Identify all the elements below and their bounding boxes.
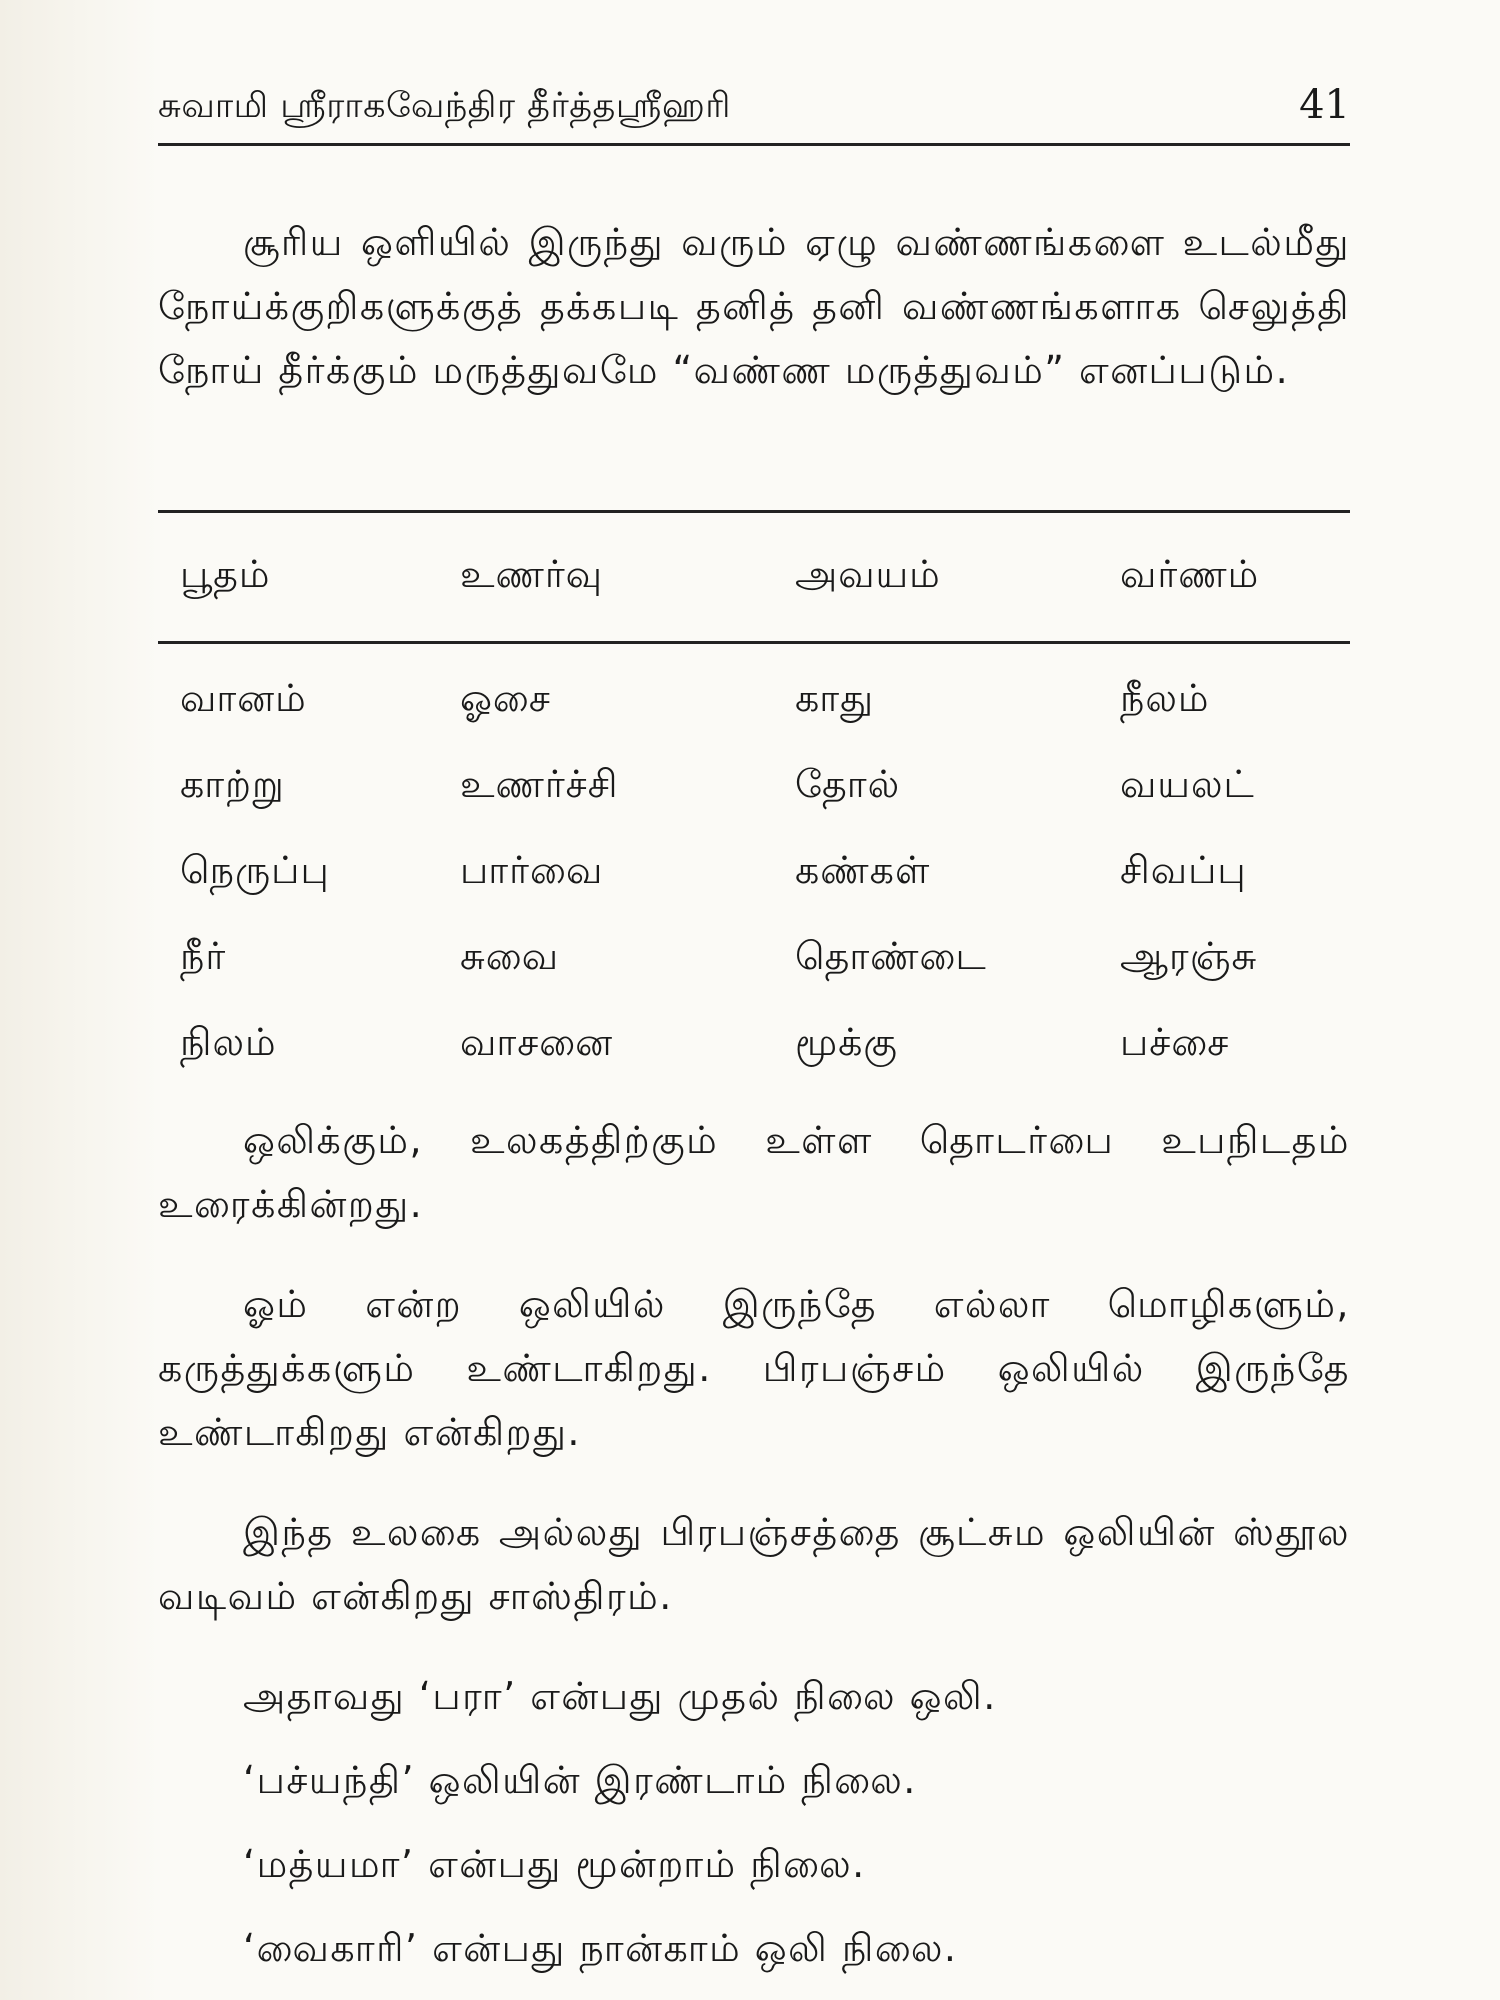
table-cell: தோல் [795, 762, 901, 806]
table-cell: வானம் [180, 676, 307, 720]
table-cell: மூக்கு [795, 1020, 898, 1064]
table-row [158, 830, 1350, 916]
column-header-colour: வர்ணம் [1120, 552, 1260, 596]
table-cell: பார்வை [460, 848, 604, 892]
sound-levels-list [158, 1664, 1350, 1980]
table-cell: வயலட் [1120, 762, 1255, 806]
list-item: ‘வைகாரி’ என்பது நான்காம் ஒலி நிலை. [243, 1926, 958, 1970]
table-cell: வாசனை [460, 1020, 614, 1064]
paragraph: ஓம் என்ற ஒலியில் இருந்தே எல்லா மொழிகளும், கருத்துக்களும் உண்டாகிறது. பிரபஞ்சம் ஒலியில் இருந்தே உண்டாகிறது என்கிறது. [158, 1282, 1350, 1454]
running-title: சுவாமி ஸ்ரீராகவேந்திர தீர்த்தஸ்ரீஹரி [158, 86, 731, 126]
body-text [158, 1108, 1350, 2000]
table-cell: காது [795, 676, 875, 720]
table-body [158, 644, 1350, 1088]
table-row [158, 916, 1350, 1002]
page-number: 41 [1299, 82, 1350, 128]
elements-table [158, 510, 1350, 1088]
list-item: ‘பச்யந்தி’ ஒலியின் இரண்டாம் நிலை. [243, 1758, 917, 1802]
table-cell: நீலம் [1120, 676, 1210, 720]
list-item: ‘மத்யமா’ என்பது மூன்றாம் நிலை. [243, 1842, 866, 1886]
table-cell: ஓசை [460, 676, 551, 720]
table-cell: பச்சை [1120, 1020, 1230, 1064]
table-cell: நிலம் [180, 1020, 277, 1064]
column-header-element: பூதம் [180, 552, 271, 596]
table-row [158, 658, 1350, 744]
list-item: அதாவது ‘பரா’ என்பது முதல் நிலை ஒலி. [243, 1674, 997, 1718]
table-cell: நீர் [180, 934, 227, 978]
table-row [158, 1002, 1350, 1088]
table-cell: தொண்டை [795, 934, 987, 978]
intro-paragraph: சூரிய ஒளியில் இருந்து வரும் ஏழு வண்ணங்களை உடல்மீது நோய்க்குறிகளுக்குத் தக்கபடி தனித் தனி வண்ணங்களாக செலுத்தி நோய் தீர்க்கும் மருத்துவமே “வண்ண மருத்துவம்” எனப்படும். [158, 220, 1350, 392]
header-rule [158, 143, 1350, 146]
table-cell: ஆரஞ்சு [1120, 934, 1258, 978]
table-cell: சுவை [460, 934, 560, 978]
table-cell: சிவப்பு [1120, 848, 1247, 892]
paragraph: இந்த உலகை அல்லது பிரபஞ்சத்தை சூட்சும ஒலியின் ஸ்தூல வடிவம் என்கிறது சாஸ்திரம். [158, 1510, 1350, 1618]
table-cell: கண்கள் [795, 848, 931, 892]
table-cell: காற்று [180, 762, 285, 806]
column-header-organ: அவயம் [795, 552, 941, 596]
table-cell: உணர்ச்சி [460, 762, 619, 806]
table-header-row [158, 513, 1350, 641]
intro-section [158, 210, 1350, 438]
page-header [158, 78, 1350, 138]
paragraph: ஒலிக்கும், உலகத்திற்கும் உள்ள தொடர்பை உபநிடதம் உரைக்கின்றது. [158, 1118, 1350, 1226]
column-header-sense: உணர்வு [460, 552, 604, 596]
table-cell: நெருப்பு [180, 848, 330, 892]
binding-gutter-shade [0, 0, 160, 2000]
table-row [158, 744, 1350, 830]
